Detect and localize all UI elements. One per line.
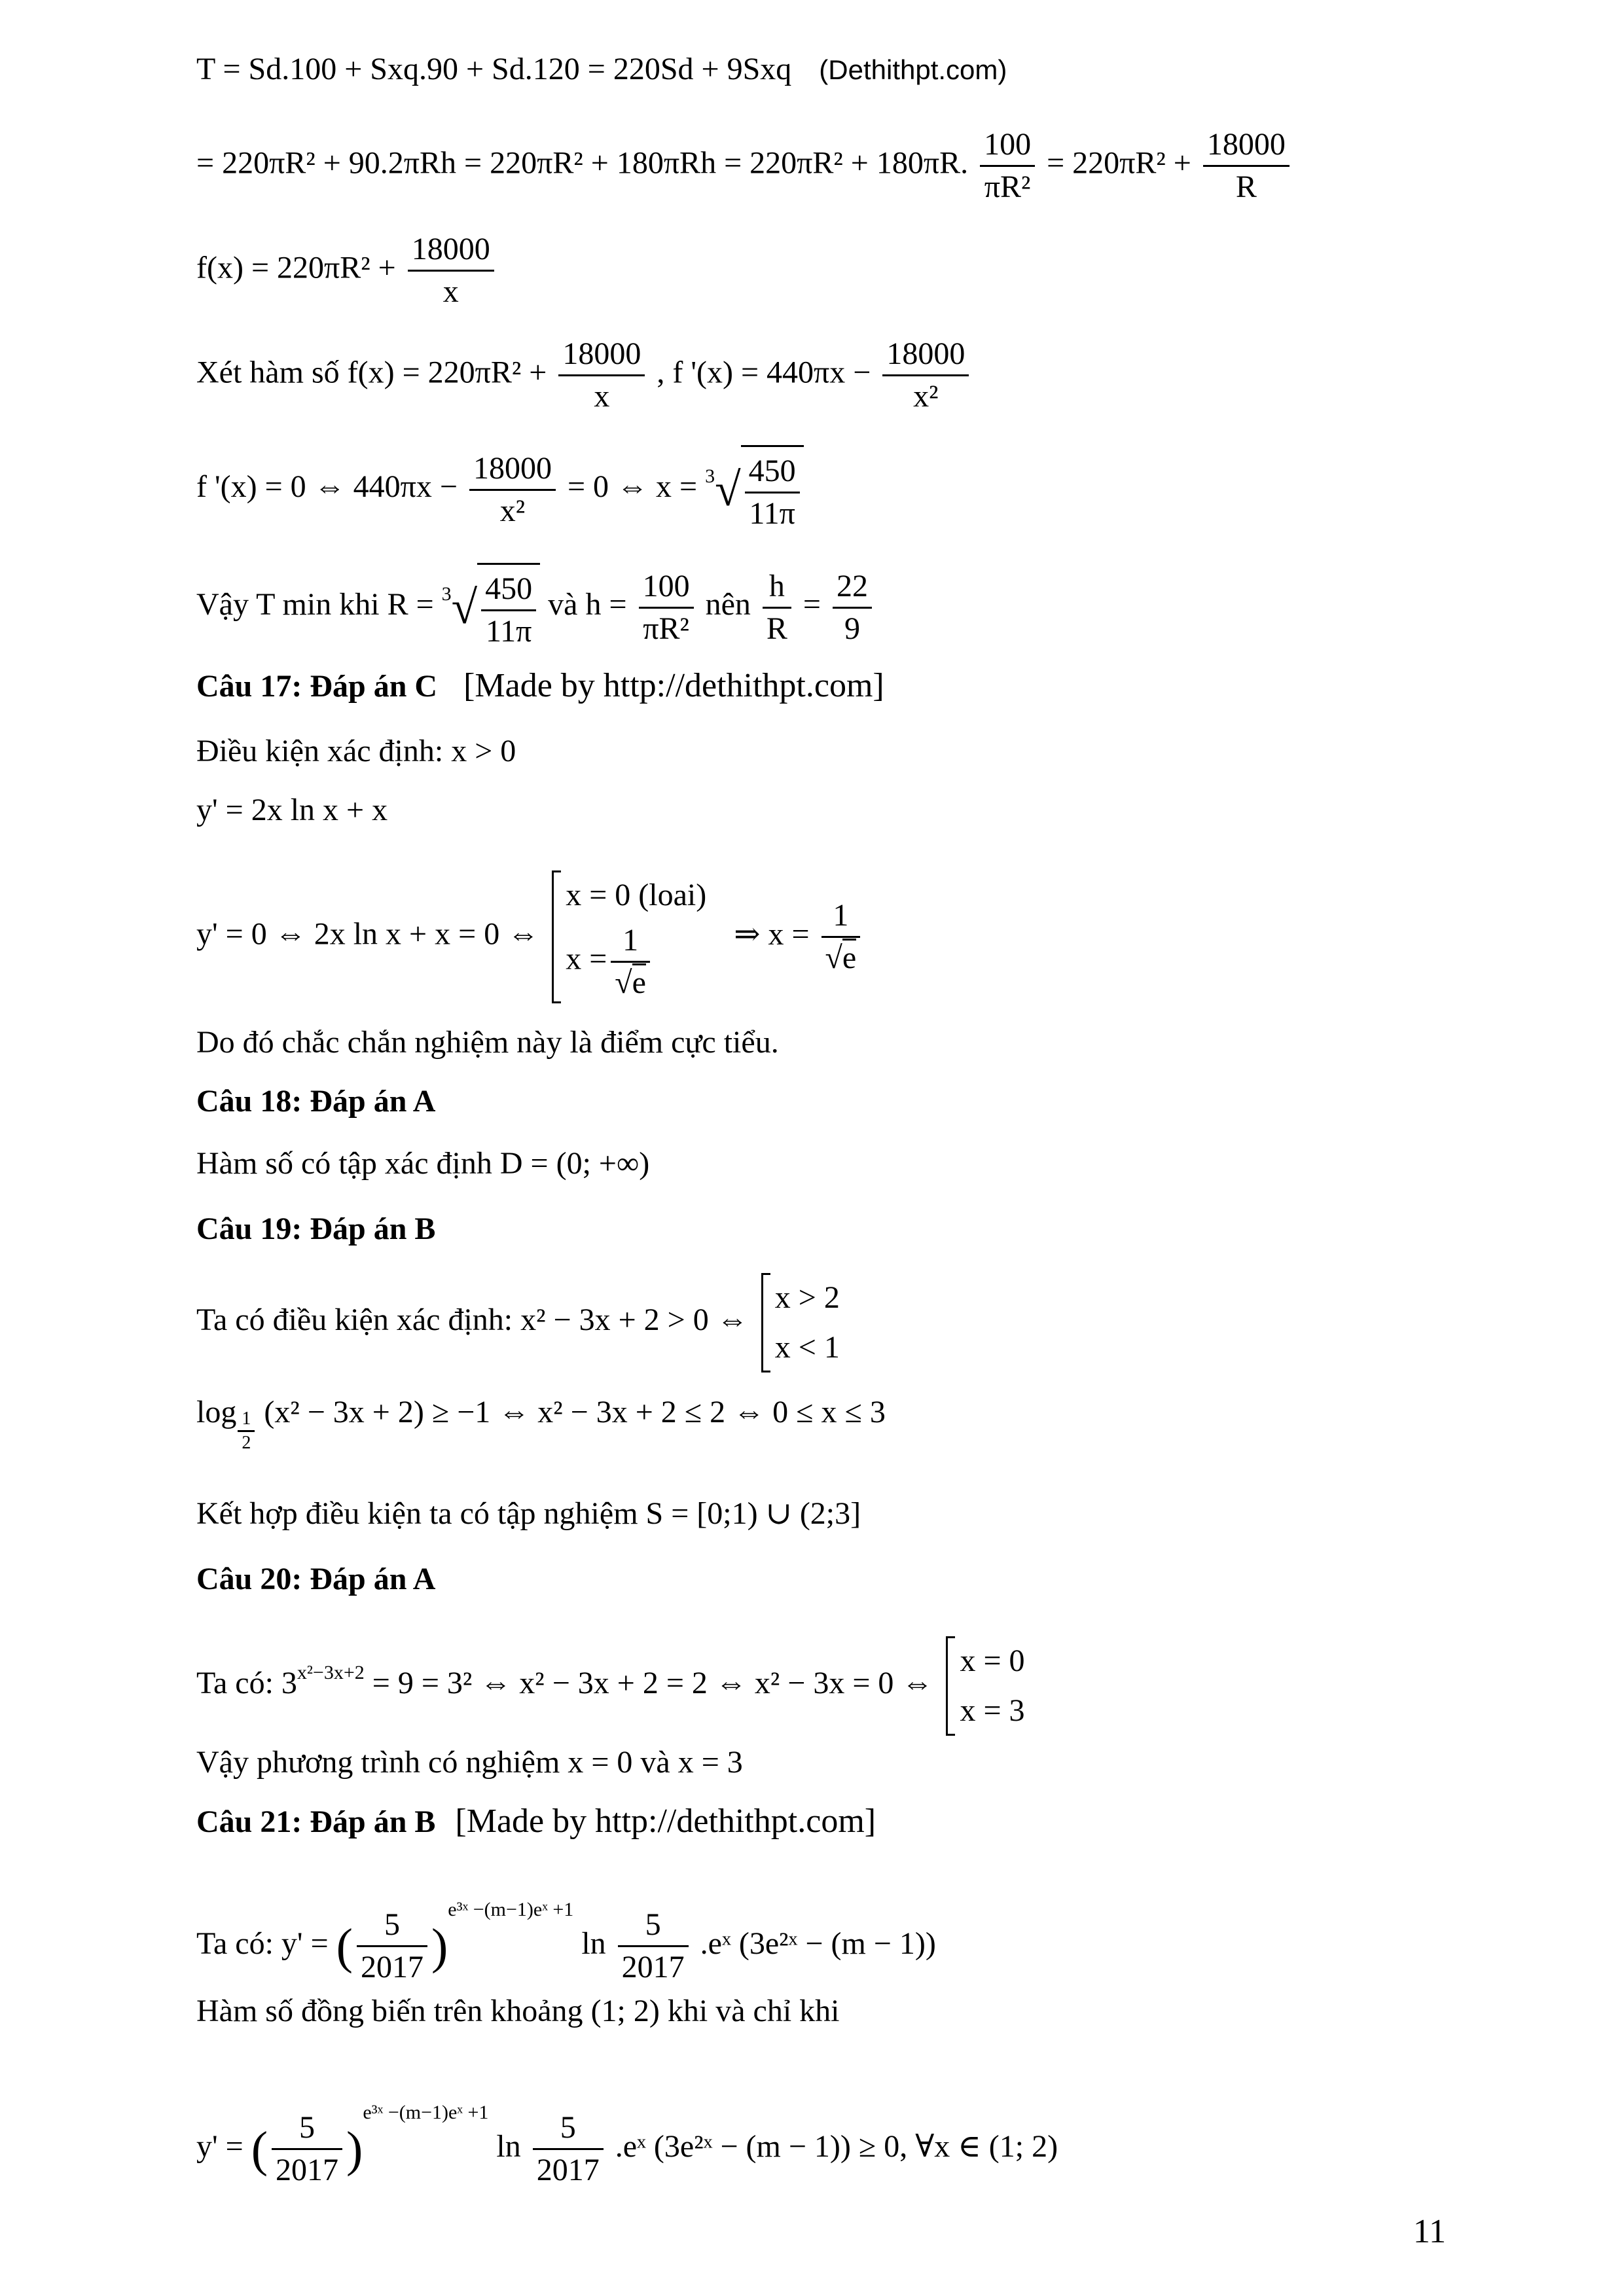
section-title-cau20: Câu 20: Đáp án A bbox=[196, 1562, 436, 1596]
watermark-link: [Made by http://dethithpt.com] bbox=[463, 667, 884, 704]
fraction: $\frac{22}{9}$ bbox=[833, 566, 872, 649]
section-title-cau21: Câu 21: Đáp án B [Made by http://dethithpt.com] bbox=[196, 1803, 876, 1840]
equation-T-expand: = 220πR² + 90.2πRh = 220πR² + 180πRh = 220πR² + 180πR. $\frac{100}{\text{πR²}}$ = 220πR² + $\frac{18000}{R}$ bbox=[196, 124, 1293, 207]
fraction: $\frac{1}{√e}$ bbox=[821, 895, 861, 978]
section-title-cau17: Câu 17: Đáp án C [Made by http://dethithpt.com] bbox=[196, 667, 884, 704]
equation-f-definition: f(x) = 220πR² + $\frac{18000}{x}$ bbox=[196, 229, 498, 312]
fraction: $\frac{100}{\text{πR²}}$ bbox=[639, 566, 694, 649]
fraction: $\frac{18000}{\text{x²}}$ bbox=[469, 448, 556, 531]
cube-root: $^3$√ $\frac{450}{11\pi}$ bbox=[442, 563, 541, 652]
cau20-conclusion: Vậy phương trình có nghiệm x = 0 và x = 3 bbox=[196, 1745, 743, 1780]
cau17-derivative: y' = 2x ln x + x bbox=[196, 793, 388, 827]
equation-derivative-zero: f '(x) = 0 ⇔ 440πx − $\frac{18000}{\text{x²}}$ = 0 ⇔ x = $^3$√ $\frac{450}{11\pi}$ bbox=[196, 445, 804, 534]
cau21-inequality: y' = ( $\frac{5}{2017}$ )$^{e^3ˣ -(m-1)eˣ +1}$ ln $\frac{5}{2017}$ .eˣ (3e²ˣ − (m − 1)) ≥ 0, ∀x ∈ (1; 2) bbox=[196, 2094, 1058, 2191]
fraction: $\frac{100}{\text{πR²}}$ bbox=[980, 124, 1035, 207]
section-title-cau19: Câu 19: Đáp án B bbox=[196, 1211, 436, 1246]
fraction: $\frac{18000}{R}$ bbox=[1203, 124, 1290, 207]
case-bracket: x = 0 x = 3 bbox=[946, 1636, 1024, 1736]
fraction: $\frac{5}{2017}$ bbox=[272, 2108, 342, 2191]
section-title-cau18: Câu 18: Đáp án A bbox=[196, 1084, 436, 1119]
cau17-condition: Điều kiện xác định: x > 0 bbox=[196, 734, 516, 768]
cube-root: $^3$√ $\frac{450}{11\pi}$ bbox=[705, 445, 804, 534]
equation-T-sum: T = Sd.100 + Sxq.90 + Sd.120 = 220Sd + 9Sxq (Dethithpt.com) bbox=[196, 52, 1007, 86]
cau20-equation: Ta có: $3^{x^2-3x+2} = 9 = 3^2$ ⇔ x² − 3x + 2 = 2 ⇔ x² − 3x = 0 ⇔ x = 0 x = 3 bbox=[196, 1636, 1025, 1736]
cau21-condition: Hàm số đồng biến trên khoảng (1; 2) khi và chỉ khi bbox=[196, 1994, 840, 2028]
fraction: $\frac{5}{2017}$ bbox=[533, 2108, 604, 2191]
fraction: $\frac{18000}{\text{x²}}$ bbox=[882, 334, 969, 417]
cau19-condition: Ta có điều kiện xác định: x² − 3x + 2 > 0 ⇔ x > 2 x < 1 bbox=[196, 1273, 840, 1372]
fraction: $\frac{h}{R}$ bbox=[763, 566, 791, 649]
cau19-solution-set: Kết hợp điều kiện ta có tập nghiệm S = [0;1) ∪ (2;3] bbox=[196, 1496, 861, 1531]
fraction: $\frac{18000}{x}$ bbox=[408, 229, 494, 312]
cau17-conclusion: Do đó chắc chắn nghiệm này là điểm cực tiểu. bbox=[196, 1025, 779, 1060]
cau17-solve: y' = 0 ⇔ 2x ln x + x = 0 ⇔ x = 0 (loai) x = $\frac{1}{√e}$ ⇒ x = $\frac{1}{√e}$ bbox=[196, 870, 864, 1003]
cau19-log-inequality: log $\frac{1}{2}$ (x² − 3x + 2) ≥ −1 ⇔ x² − 3x + 2 ≤ 2 ⇔ 0 ≤ x ≤ 3 bbox=[196, 1395, 886, 1453]
case-bracket: x = 0 (loai) x = $\frac{1}{√e}$ bbox=[552, 870, 706, 1003]
page-number: 11 bbox=[1413, 2213, 1446, 2250]
fraction: $\frac{5}{2017}$ bbox=[618, 1905, 689, 1988]
cau21-derivative: Ta có: y' = ( $\frac{5}{2017}$ )$^{e^3ˣ -(m-1)eˣ +1}$ ln $\frac{5}{2017}$ .eˣ (3e²ˣ − (m − 1)) bbox=[196, 1892, 936, 1988]
fraction: $\frac{5}{2017}$ bbox=[357, 1905, 427, 1988]
case-bracket: x > 2 x < 1 bbox=[761, 1273, 840, 1372]
equation-T-min: Vậy T min khi R = $^3$√ $\frac{450}{11\pi}$ và h = $\frac{100}{\text{πR²}}$ nên $\frac{h}{R}$ = $\frac{22}{9}$ bbox=[196, 563, 876, 652]
cau18-domain: Hàm số có tập xác định D = (0; +∞) bbox=[196, 1146, 650, 1181]
fraction: $\frac{18000}{x}$ bbox=[558, 334, 645, 417]
watermark-link: [Made by http://dethithpt.com] bbox=[455, 1803, 876, 1840]
source-note: (Dethithpt.com) bbox=[819, 54, 1007, 85]
equation-f-derivative: Xét hàm số f(x) = 220πR² + $\frac{18000}{x}$ , f '(x) = 440πx − $\frac{18000}{\text{x²}}$ bbox=[196, 334, 973, 417]
